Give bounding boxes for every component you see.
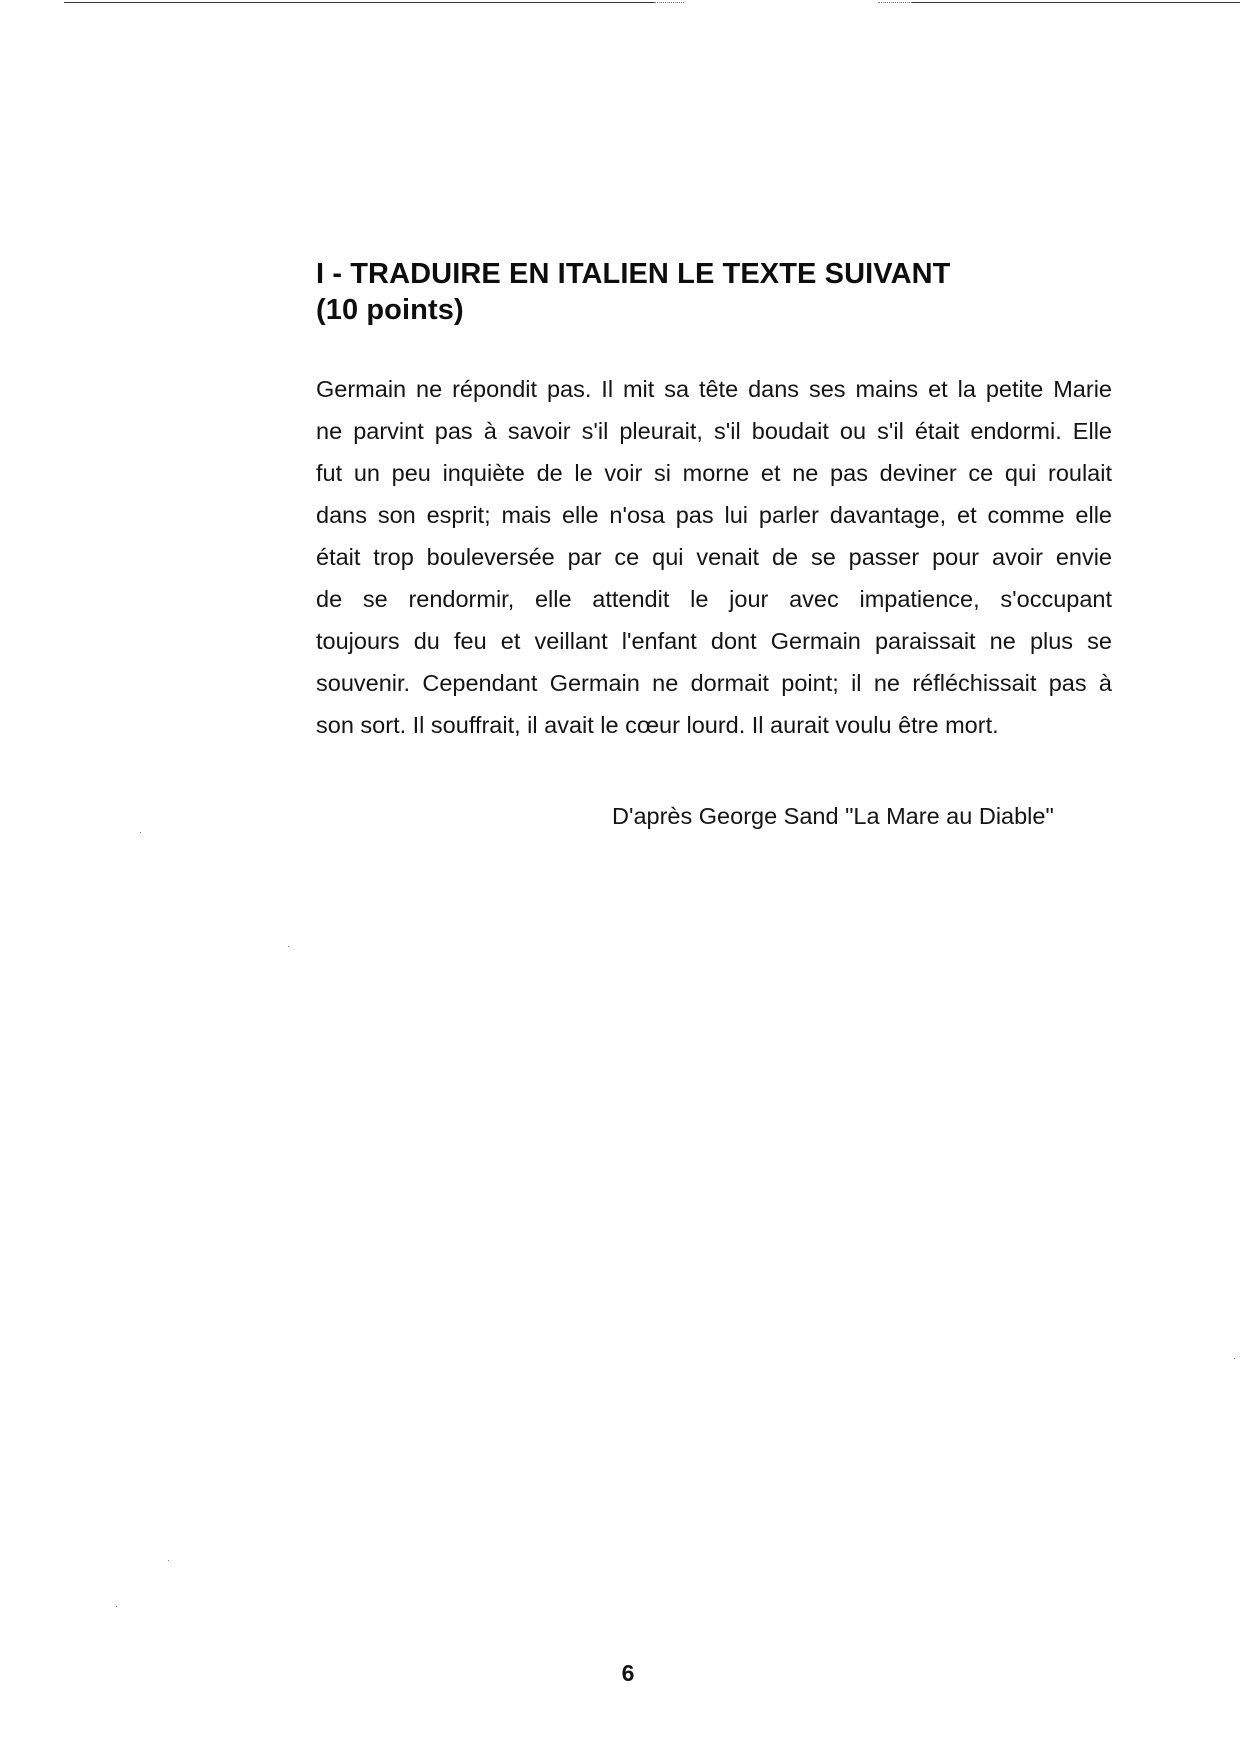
passage-line: Germain ne répondit pas. Il mit sa tête dans ses mains et la petite Marie — [316, 376, 1112, 402]
scan-speck — [168, 1560, 169, 1561]
scan-edge-dash — [878, 2, 912, 3]
passage-line: souvenir. Cependant Germain ne dormait point; il ne réfléchissait pas à — [316, 670, 1112, 696]
passage-line: dans son esprit; mais elle n'osa pas lui parler davantage, et comme elle — [316, 502, 1112, 528]
scan-speck — [288, 946, 289, 947]
scan-speck — [116, 1606, 117, 1607]
scan-speck — [140, 832, 141, 833]
passage-line: son sort. Il souffrait, il avait le cœur lourd. Il aurait voulu être mort. — [316, 712, 999, 738]
passage-line: était trop bouleversée par ce qui venait de se passer pour avoir envie — [316, 544, 1112, 570]
passage-line: toujours du feu et veillant l'enfant dont Germain paraissait ne plus se — [316, 628, 1112, 654]
scan-edge-line — [912, 2, 1240, 3]
heading-title: I - TRADUIRE EN ITALIEN LE TEXTE SUIVANT — [316, 258, 951, 290]
passage-line: fut un peu inquiète de le voir si morne et ne pas deviner ce qui roulait — [316, 460, 1112, 486]
section-heading — [316, 256, 1076, 328]
scan-speck — [1234, 1358, 1235, 1359]
passage-line: de se rendormir, elle attendit le jour avec impatience, s'occupant — [316, 586, 1112, 612]
source-attribution: D'après George Sand "La Mare au Diable" — [612, 803, 1054, 829]
scan-edge-dash — [654, 2, 684, 3]
page-number: 6 — [621, 1660, 635, 1686]
heading-points: (10 points) — [316, 294, 464, 326]
passage-line: ne parvint pas à savoir s'il pleurait, s'il boudait ou s'il était endormi. Elle — [316, 418, 1112, 444]
scan-edge-line — [64, 2, 654, 3]
translation-passage — [316, 368, 1112, 746]
